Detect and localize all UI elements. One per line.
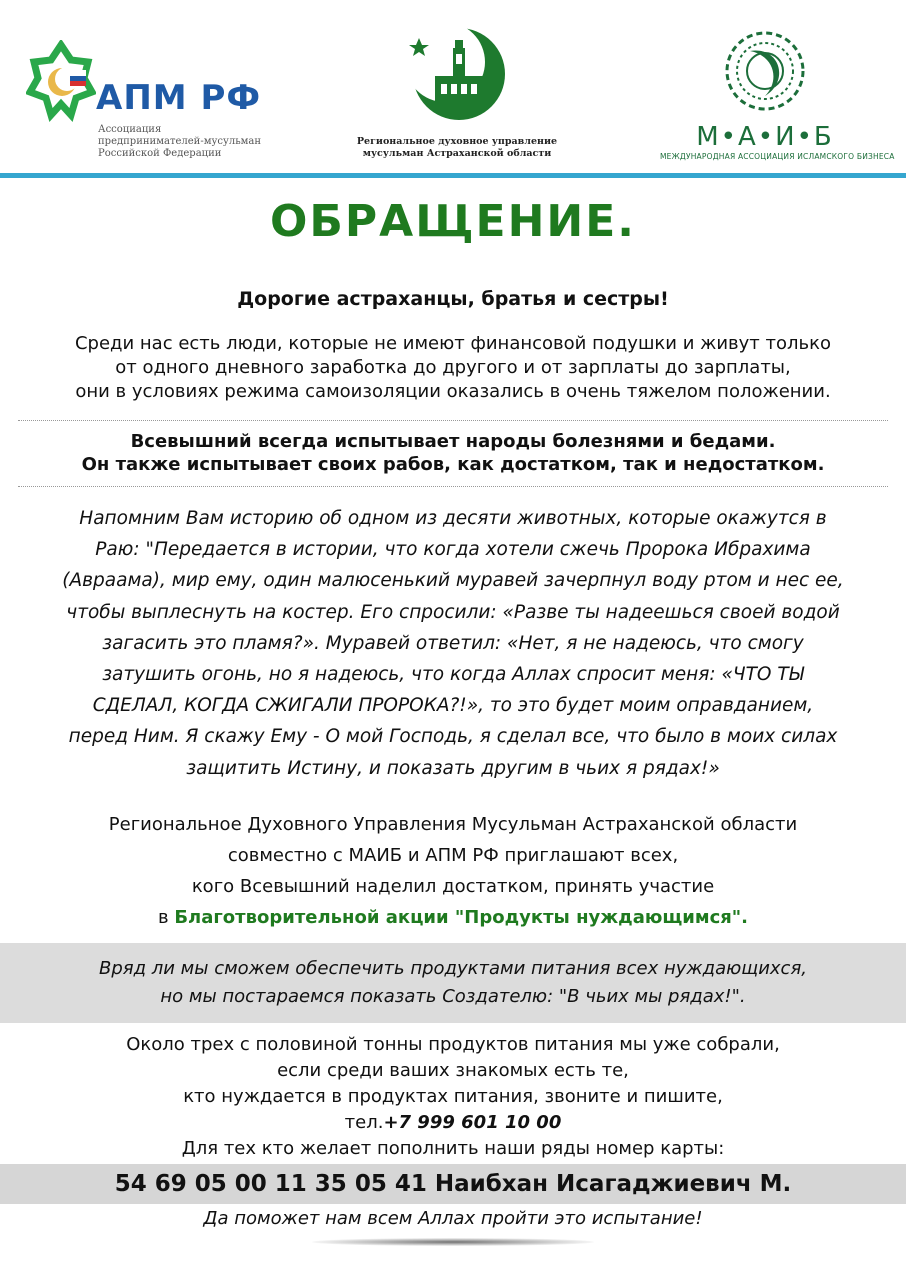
collection-paragraph	[0, 1032, 906, 1162]
apm-subtitle-line: Ассоциация	[98, 124, 162, 135]
quote-paragraph	[0, 430, 906, 476]
greeting: Дорогие астраханцы, братья и сестры!	[237, 288, 669, 310]
maib-name: М•А•И•Б	[696, 122, 834, 152]
apm-name: АПМ РФ	[96, 78, 262, 118]
intro-line: они в условиях режима самоизоляции оказались в очень тяжелом положении.	[75, 381, 831, 402]
story-line: (Авраама), мир ему, один малюсенький муравей зачерпнул воду ртом и нес ее,	[62, 570, 844, 592]
invite-line: совместно с МАИБ и АПМ РФ приглашают всех,	[227, 845, 679, 866]
mosque-crescent-icon	[397, 26, 517, 126]
apm-subtitle-line: Российской Федерации	[98, 148, 222, 159]
phone-number[interactable]: +7 999 601 10 00	[383, 1112, 562, 1133]
phone-prefix: тел.	[344, 1112, 384, 1133]
invite-line: Региональное Духовного Управления Мусульман Астраханской области	[108, 814, 798, 835]
maib-subtitle: МЕЖДУНАРОДНАЯ АССОЦИАЦИЯ ИСЛАМСКОГО БИЗНЕСА	[660, 152, 895, 161]
story-line: загасить это пламя?». Муравей ответил: «Нет, я не надеюсь, что смогу	[102, 632, 804, 654]
header	[0, 0, 906, 178]
highlight-line: Вряд ли мы сможем обеспечить продуктами питания всех нуждающихся,	[98, 958, 808, 979]
dotted-divider	[18, 486, 888, 487]
phone-line	[0, 1110, 906, 1136]
apm-subtitle	[98, 124, 261, 160]
invite-prefix: в	[157, 907, 175, 928]
quote-line: Он также испытывает своих рабов, как достатком, так и недостатком.	[81, 454, 825, 475]
quote-line: Всевышний всегда испытывает народы болезнями и бедами.	[130, 431, 776, 452]
card-intro: Для тех кто желает пополнить наши ряды номер карты:	[181, 1138, 725, 1159]
highlight-line: но мы постараемся показать Создателю: "В чьих мы рядах!".	[160, 986, 746, 1007]
card-number: 54 69 05 00 11 35 05 41 Наибхан Исагаджиевич М.	[114, 1171, 792, 1197]
collect-line: Около трех с половиной тонны продуктов питания мы уже собрали,	[126, 1034, 780, 1055]
decorative-shadow	[312, 1238, 594, 1246]
apm-logo	[26, 40, 266, 160]
invitation-paragraph	[0, 809, 906, 933]
header-divider	[0, 173, 906, 178]
intro-paragraph	[20, 332, 886, 404]
intro-line: от одного дневного заработка до другого и от зарплаты до зарплаты,	[115, 357, 791, 378]
highlight-text	[0, 955, 906, 1011]
story-line: перед Ним. Я скажу Ему - О мой Господь, я сделал все, что было в моих силах	[68, 726, 838, 748]
apm-subtitle-line: предпринимателей-мусульман	[98, 136, 262, 147]
apm-emblem-icon	[26, 40, 96, 130]
story-line: чтобы выплеснуть на костер. Его спросили: «Разве ты надеешься своей водой	[66, 601, 840, 623]
dum-subtitle-line: мусульман Астраханской области	[362, 148, 552, 159]
collect-line: кто нуждается в продуктах питания, звоните и пишите,	[183, 1086, 723, 1107]
invite-line	[0, 902, 906, 933]
dum-logo	[352, 26, 562, 166]
dum-subtitle	[352, 136, 562, 160]
story-line: СДЕЛАЛ, КОГДА СЖИГАЛИ ПРОРОКА?!», то это будет моим оправданием,	[92, 695, 814, 717]
closing-line: Да поможет нам всем Аллах пройти это испытание!	[203, 1208, 703, 1229]
story-line: Раю: "Передается в истории, что когда хотели сжечь Пророка Ибрахима	[95, 539, 811, 561]
charity-action-name: Благотворительной акции "Продукты нуждающимся".	[174, 907, 749, 928]
story-paragraph	[22, 503, 884, 784]
ornament-crescent-icon	[720, 26, 810, 116]
maib-logo	[660, 26, 895, 166]
dum-subtitle-line: Региональное духовное управление	[356, 136, 558, 147]
page-title: ОБРАЩЕНИЕ.	[269, 196, 637, 247]
story-line: Напомним Вам историю об одном из десяти животных, которые окажутся в	[79, 508, 827, 529]
story-line: защитить Истину, и показать другим в чьих я рядах!»	[186, 757, 720, 779]
story-line: затушить огонь, но я надеюсь, что когда Аллах спросит меня: «ЧТО ТЫ	[102, 664, 804, 686]
invite-line: кого Всевышний наделил достатком, принять участие	[191, 876, 715, 897]
dotted-divider	[18, 420, 888, 421]
collect-line: если среди ваших знакомых есть те,	[277, 1060, 629, 1081]
intro-line: Среди нас есть люди, которые не имеют финансовой подушки и живут только	[74, 333, 832, 354]
